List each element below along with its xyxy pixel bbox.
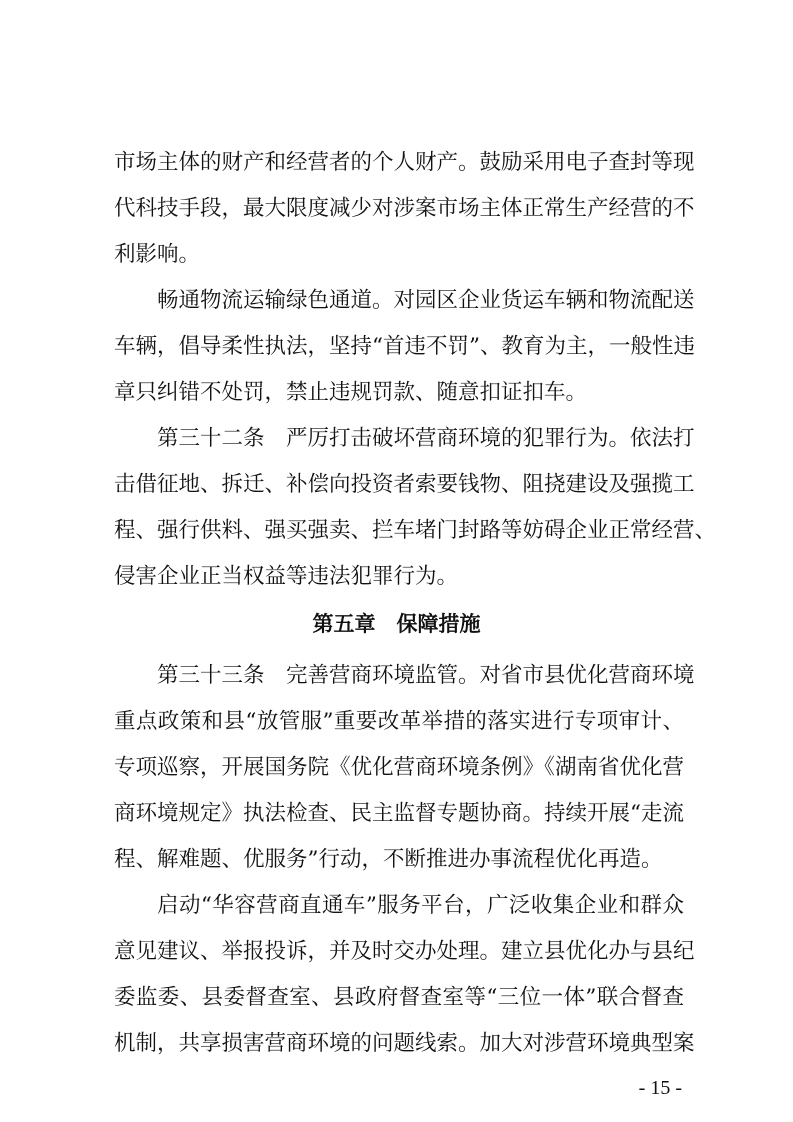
paragraph-line: 商环境规定》执法检查、民主监督专题协商。持续开展“走流	[114, 801, 684, 826]
paragraph-line: 代科技手段，最大限度减少对涉案市场主体正常生产经营的不	[114, 196, 695, 221]
article-line: 第三十二条 严厉打击破坏营商环境的犯罪行为。依法打	[157, 426, 695, 451]
paragraph-line: 章只纠错不处罚，禁止违规罚款、随意扣证扣车。	[114, 380, 588, 405]
paragraph-line: 委监委、县委督查室、县政府督查室等“三位一体”联合督查	[114, 985, 684, 1010]
article-line: 第三十三条 完善营商环境监管。对省市县优化营商环境	[157, 663, 695, 688]
paragraph-line: 击借征地、拆迁、补偿向投资者索要钱物、阻挠建设及强揽工	[114, 472, 695, 497]
paragraph-line: 利影响。	[114, 242, 201, 267]
paragraph-line: 市场主体的财产和经营者的个人财产。鼓励采用电子查封等现	[114, 150, 695, 175]
paragraph-line: 侵害企业正当权益等违法犯罪行为。	[114, 564, 459, 589]
paragraph-line: 意见建议、举报投诉，并及时交办处理。建立县优化办与县纪	[114, 939, 695, 964]
paragraph-line: 程、解难题、优服务”行动，不断推进办事流程优化再造。	[114, 847, 663, 872]
paragraph-line: 机制，共享损害营商环境的问题线索。加大对涉营环境典型案	[114, 1031, 695, 1056]
paragraph-line: 重点政策和县“放管服”重要改革举措的落实进行专项审计、	[114, 709, 684, 734]
paragraph-line: 车辆，倡导柔性执法，坚持“首违不罚”、教育为主，一般性违	[114, 334, 695, 359]
paragraph-line: 启动“华容营商直通车”服务平台，广泛收集企业和群众	[157, 893, 684, 918]
paragraph-line: 专项巡察，开展国务院《优化营商环境条例》《湖南省优化营	[114, 755, 684, 780]
paragraph-line: 畅通物流运输绿色通道。对园区企业货运车辆和物流配送	[157, 288, 695, 313]
page-number: - 15 -	[638, 1077, 682, 1099]
chapter-heading: 第五章 保障措施	[312, 612, 481, 636]
paragraph-line: 程、强行供料、强买强卖、拦车堵门封路等妨碍企业正常经营、	[114, 518, 717, 543]
